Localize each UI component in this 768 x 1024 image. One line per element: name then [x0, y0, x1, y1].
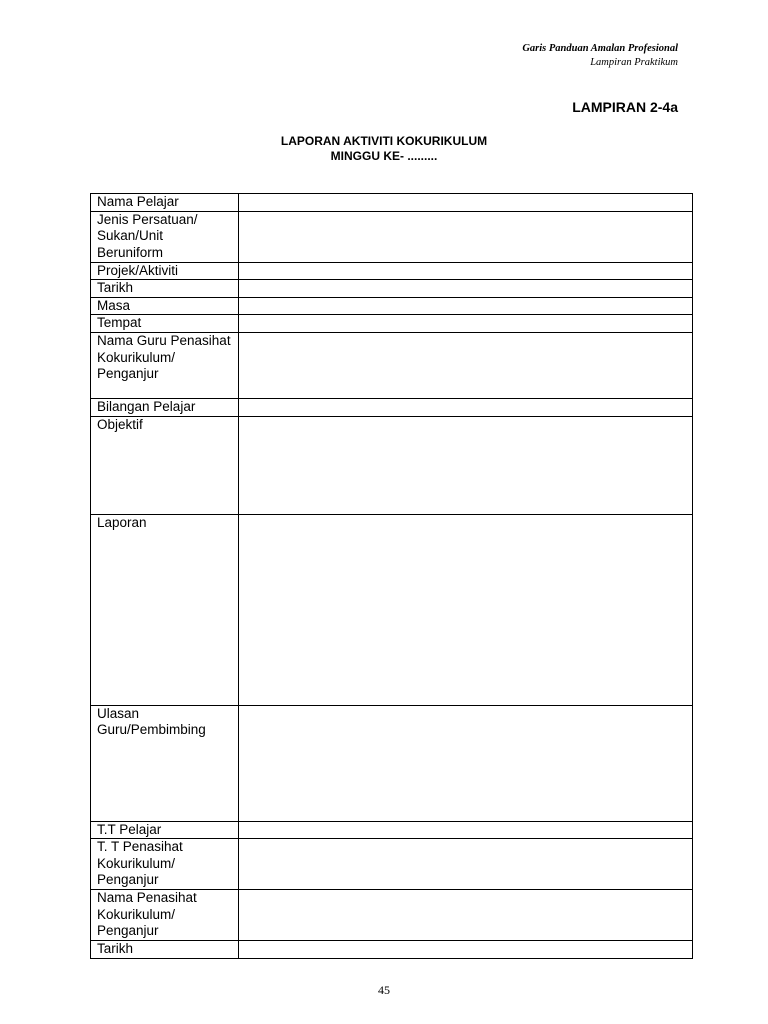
- form-field-bilangan-pelajar[interactable]: [239, 398, 693, 416]
- form-field-objektif[interactable]: [239, 416, 693, 514]
- form-label-tt-penasihat: T. T Penasihat Kokurikulum/ Penganjur: [91, 839, 239, 890]
- form-row-nama-penasihat: [91, 890, 693, 941]
- form-field-laporan[interactable]: [239, 514, 693, 705]
- form-field-nama-penasihat[interactable]: [239, 890, 693, 941]
- form-label-tt-pelajar: T.T Pelajar: [91, 821, 239, 839]
- form-row-nama-guru-penasihat: [91, 332, 693, 398]
- form-field-tarikh-akhir[interactable]: [239, 940, 693, 958]
- form-label-nama-penasihat: Nama Penasihat Kokurikulum/ Penganjur: [91, 890, 239, 941]
- form-row-tarikh-akhir: [91, 940, 693, 958]
- form-label-nama-pelajar: Nama Pelajar: [91, 194, 239, 212]
- form-row-objektif: [91, 416, 693, 514]
- form-field-projek-aktiviti[interactable]: [239, 262, 693, 280]
- form-row-tt-pelajar: [91, 821, 693, 839]
- form-label-tempat: Tempat: [91, 315, 239, 333]
- form-row-masa: [91, 297, 693, 315]
- form-field-tt-penasihat[interactable]: [239, 839, 693, 890]
- form-row-projek-aktiviti: [91, 262, 693, 280]
- report-title-line-1: LAPORAN AKTIVITI KOKURIKULUM: [280, 134, 488, 148]
- form-row-bilangan-pelajar: [91, 398, 693, 416]
- form-field-ulasan-guru[interactable]: [239, 705, 693, 821]
- form-field-masa[interactable]: [239, 297, 693, 315]
- form-label-tarikh: Tarikh: [91, 280, 239, 298]
- form-label-jenis-persatuan: Jenis Persatuan/ Sukan/Unit Beruniform: [91, 211, 239, 262]
- form-label-ulasan-guru: Ulasan Guru/Pembimbing: [91, 705, 239, 821]
- form-label-objektif: Objektif: [91, 416, 239, 514]
- form-label-masa: Masa: [91, 297, 239, 315]
- form-label-projek-aktiviti: Projek/Aktiviti: [91, 262, 239, 280]
- form-row-laporan: [91, 514, 693, 705]
- form-field-jenis-persatuan[interactable]: [239, 211, 693, 262]
- form-field-nama-guru-penasihat[interactable]: [239, 332, 693, 398]
- form-field-tempat[interactable]: [239, 315, 693, 333]
- form-label-bilangan-pelajar: Bilangan Pelajar: [91, 398, 239, 416]
- form-label-tarikh-akhir: Tarikh: [91, 940, 239, 958]
- report-title-line-2: MINGGU KE- .........: [330, 149, 438, 163]
- form-row-ulasan-guru: [91, 705, 693, 821]
- header-appendix-name: Lampiran Praktikum: [590, 57, 678, 68]
- form-row-nama-pelajar: [91, 194, 693, 212]
- form-label-laporan: Laporan: [91, 514, 239, 705]
- form-row-tarikh: [91, 280, 693, 298]
- form-field-tarikh[interactable]: [239, 280, 693, 298]
- form-row-tt-penasihat: [91, 839, 693, 890]
- form-field-tt-pelajar[interactable]: [239, 821, 693, 839]
- page-number: 45: [378, 983, 390, 997]
- form-row-tempat: [91, 315, 693, 333]
- header-guideline-title: Garis Panduan Amalan Profesional: [522, 43, 678, 54]
- form-row-jenis-persatuan: [91, 211, 693, 262]
- activity-report-form: [90, 193, 693, 959]
- report-title: [0, 134, 768, 164]
- appendix-label: LAMPIRAN 2-4a: [572, 99, 678, 115]
- form-label-nama-guru-penasihat: Nama Guru Penasihat Kokurikulum/ Penganjur: [91, 332, 239, 398]
- form-field-nama-pelajar[interactable]: [239, 194, 693, 212]
